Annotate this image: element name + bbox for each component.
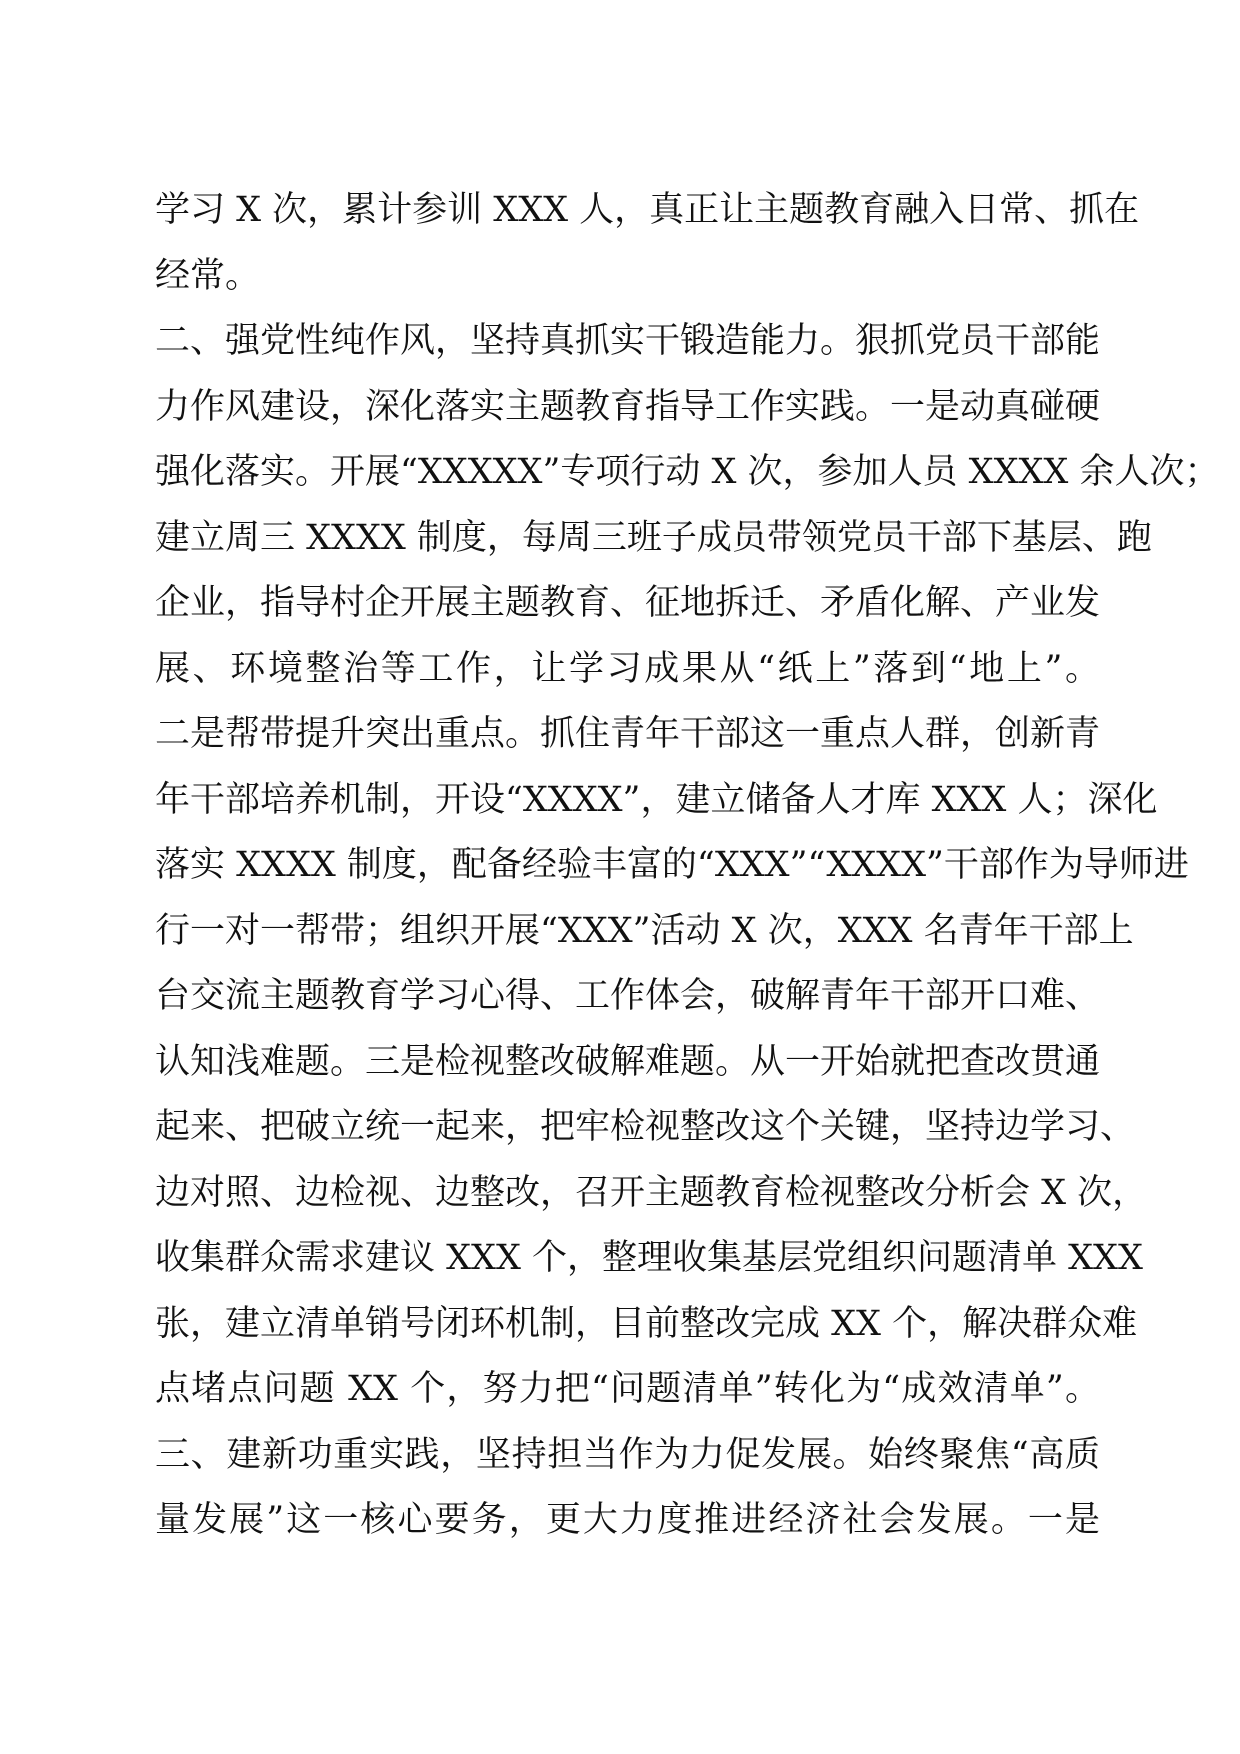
section-heading-line: 二、强党性纯作风，坚持真抓实干锻造能力。狠抓党员干部能: [155, 321, 1101, 361]
text-line: 认知浅难题。三是检视整改破解难题。从一开始就把查改贯通: [155, 1041, 1101, 1082]
text-line: 展、环境整治等工作，让学习成果从“纸上”落到“地上”。: [155, 648, 1100, 689]
text-line: 建立周三 XXXX 制度，每周三班子成员带领党员干部下基层、跑: [155, 517, 1152, 558]
text-line: 量发展”这一核心要务，更大力度推进经济社会发展。一是: [155, 1500, 1100, 1540]
text-line: 学习 X 次，累计参训 XXX 人，真正让主题教育融入日常、抓在: [155, 190, 1140, 230]
text-line: 收集群众需求建议 XXX 个，整理收集基层党组织问题清单 XXX: [155, 1238, 1143, 1278]
text-line: 行一对一帮带；组织开展“XXX”活动 X 次，XXX 名青年干部上: [155, 910, 1134, 951]
text-line: 台交流主题教育学习心得、工作体会，破解青年干部开口难、: [155, 976, 1101, 1016]
text-line: 企业，指导村企开展主题教育、征地拆迁、矛盾化解、产业发: [155, 583, 1101, 623]
text-line: 落实 XXXX 制度，配备经验丰富的“XXX”“XXXX”干部作为导师进: [155, 845, 1189, 885]
section-heading-line: 三、建新功重实践，坚持担当作为力促发展。始终聚焦“高质: [155, 1434, 1100, 1475]
text-line: 年干部培养机制，开设“XXXX”，建立储备人才库 XXX 人；深化: [155, 779, 1158, 820]
text-line: 二是帮带提升突出重点。抓住青年干部这一重点人群，创新青: [155, 714, 1101, 754]
text-line: 点堵点问题 XX 个，努力把“问题清单”转化为“成效清单”。: [155, 1369, 1100, 1409]
body-text: [155, 178, 1220, 1554]
text-line: 强化落实。开展“XXXXX”专项行动 X 次，参加人员 XXXX 余人次；: [155, 452, 1220, 492]
text-line: 边对照、边检视、边整改，召开主题教育检视整改分析会 X 次，: [155, 1172, 1148, 1213]
text-line: 力作风建设，深化落实主题教育指导工作实践。一是动真碰硬: [155, 386, 1101, 427]
text-line: 经常。: [155, 255, 261, 296]
text-line: 张，建立清单销号闭环机制，目前整改完成 XX 个，解决群众难: [155, 1303, 1138, 1344]
text-line: 起来、把破立统一起来，把牢检视整改这个关键，坚持边学习、: [155, 1107, 1136, 1147]
